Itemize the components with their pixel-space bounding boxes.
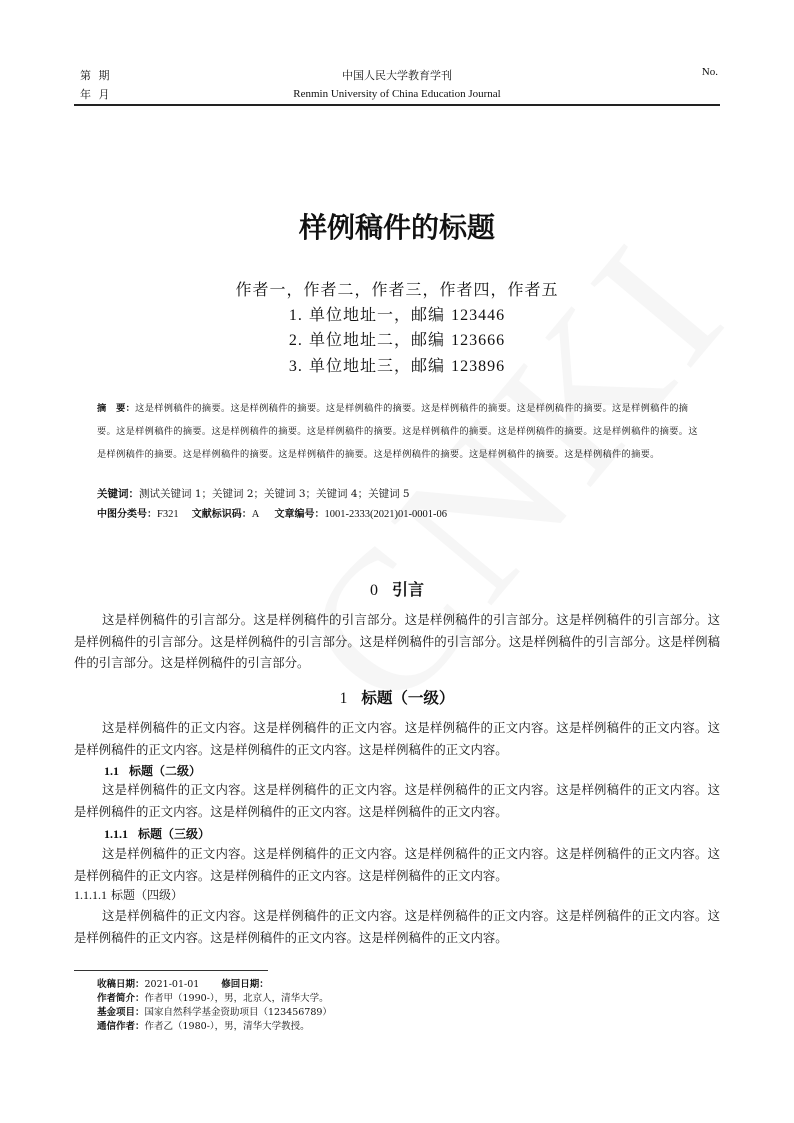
- doc-code-label: 文献标识码：: [191, 509, 252, 520]
- abstract: [97, 397, 700, 466]
- journal-name-cn: 中国人民大学教育学刊: [342, 69, 452, 82]
- intro-paragraph: 这是样例稿件的引言部分。这是样例稿件的引言部分。这是样例稿件的引言部分。这是样例稿件的引言部分。这是样例稿件的引言部分。这是样例稿件的引言部分。这是样例稿件的引言部分。这是样例稿件的引言部分。这是样例稿件的引言部分。这是样例稿件的引言部分。: [74, 612, 720, 670]
- funding-footnote: [97, 1006, 332, 1020]
- section-1-1-1-1-heading: [74, 886, 183, 903]
- section-number: 1.1: [104, 764, 119, 778]
- section-number: 1.1.1.1: [74, 888, 107, 902]
- corresponding-author-footnote: [97, 1020, 332, 1034]
- article-number-label: 文章编号：: [274, 509, 325, 520]
- fund-value: 国家自然科学基金资助项目（123456789）: [144, 1007, 332, 1018]
- section-number: 1.1.1: [104, 827, 128, 841]
- issue-label: 第 期: [80, 69, 112, 82]
- journal-name-en: Renmin University of China Education Journal: [293, 88, 501, 100]
- section-intro-heading: [0, 577, 794, 600]
- clc-label: 中图分类号：: [97, 509, 157, 520]
- footnote-rule: [74, 970, 268, 971]
- author-list: 作者一，作者二，作者三，作者四，作者五: [235, 280, 559, 299]
- postal-code: 123666: [451, 332, 506, 349]
- issue-number-label: No.: [701, 66, 718, 78]
- author-block: [0, 278, 794, 379]
- section-number: 1: [339, 690, 348, 707]
- abstract-label: 摘 要：: [97, 403, 136, 414]
- section-1-1-heading: [104, 762, 201, 779]
- keywords: [97, 486, 410, 501]
- section-title: 标题（三级）: [138, 827, 211, 841]
- article-number-value: 1001-2333(2021)01-0001-06: [324, 509, 447, 520]
- section-1-1-1-paragraph: 这是样例稿件的正文内容。这是样例稿件的正文内容。这是样例稿件的正文内容。这是样例稿件的正文内容。这是样例稿件的正文内容。这是样例稿件的正文内容。这是样例稿件的正文内容。: [74, 846, 720, 883]
- affiliation-text: 单位地址三，邮编: [308, 355, 445, 375]
- affiliation-1: [0, 303, 794, 329]
- clc-value: F321: [157, 509, 179, 520]
- postal-code: 123896: [451, 357, 506, 375]
- fund-label: 基金项目：: [97, 1007, 145, 1018]
- section-1-heading: [0, 686, 794, 708]
- section-1-1-1-heading: [104, 825, 210, 842]
- bio-label: 作者简介：: [97, 993, 145, 1004]
- section-1-1-paragraph: 这是样例稿件的正文内容。这是样例稿件的正文内容。这是样例稿件的正文内容。这是样例稿件的正文内容。这是样例稿件的正文内容。这是样例稿件的正文内容。这是样例稿件的正文内容。: [74, 782, 720, 819]
- affiliation-2: [0, 328, 794, 354]
- author-bio-footnote: [97, 992, 332, 1006]
- revised-label: 修回日期：: [221, 979, 269, 990]
- running-header: [74, 62, 720, 106]
- keywords-label: 关键词：: [97, 488, 139, 500]
- footnotes: [97, 978, 332, 1034]
- dates-footnote: [97, 978, 332, 992]
- abstract-text: 这是样例稿件的摘要。这是样例稿件的摘要。这是样例稿件的摘要。这是样例稿件的摘要。这是样例稿件的摘要。这是样例稿件的摘要。这是样例稿件的摘要。这是样例稿件的摘要。这是样例稿件的摘要。这是样例稿件的摘要。这是样例稿件的摘要。这是样例稿件的摘要。这是样例稿件的摘要。这是样例稿件的摘要。这是样例稿件的摘要。这是样例稿件的摘要。这是样例稿件的摘要。这是样例稿件的摘要。: [97, 403, 698, 460]
- journal-name: [74, 66, 720, 104]
- year-month-label: 年 月: [80, 88, 112, 101]
- affiliation-number: 1.: [288, 306, 303, 324]
- affiliation-text: 单位地址一，邮编: [308, 304, 445, 324]
- affiliation-text: 单位地址二，邮编: [308, 330, 445, 349]
- section-1-paragraph: 这是样例稿件的正文内容。这是样例稿件的正文内容。这是样例稿件的正文内容。这是样例稿件的正文内容。这是样例稿件的正文内容。这是样例稿件的正文内容。这是样例稿件的正文内容。: [74, 720, 720, 757]
- bio-value: 作者甲（1990-），男，北京人，清华大学。: [144, 993, 329, 1004]
- affiliation-number: 2.: [288, 332, 303, 349]
- section-title: 标题（四级）: [111, 888, 184, 902]
- affiliation-3: [0, 354, 794, 380]
- paper-title: 样例稿件的标题: [298, 211, 495, 244]
- corr-label: 通信作者：: [97, 1021, 145, 1032]
- received-label: 收稿日期：: [97, 979, 145, 990]
- section-title: 引言: [391, 580, 424, 599]
- classification-line: [97, 505, 447, 520]
- received-value: 2021-01-01: [144, 979, 200, 990]
- section-title: 标题（一级）: [361, 688, 455, 707]
- keywords-text: 测试关键词 1；关键词 2；关键词 3；关键词 4；关键词 5: [139, 488, 410, 500]
- affiliation-number: 3.: [288, 357, 303, 375]
- section-title: 标题（二级）: [129, 764, 202, 778]
- doc-code-value: A: [251, 509, 259, 520]
- postal-code: 123446: [451, 306, 506, 324]
- section-1-1-1-1-paragraph: 这是样例稿件的正文内容。这是样例稿件的正文内容。这是样例稿件的正文内容。这是样例稿件的正文内容。这是样例稿件的正文内容。这是样例稿件的正文内容。这是样例稿件的正文内容。: [74, 908, 720, 945]
- corr-value: 作者乙（1980-），男，清华大学教授。: [144, 1021, 310, 1032]
- section-number: 0: [369, 582, 378, 599]
